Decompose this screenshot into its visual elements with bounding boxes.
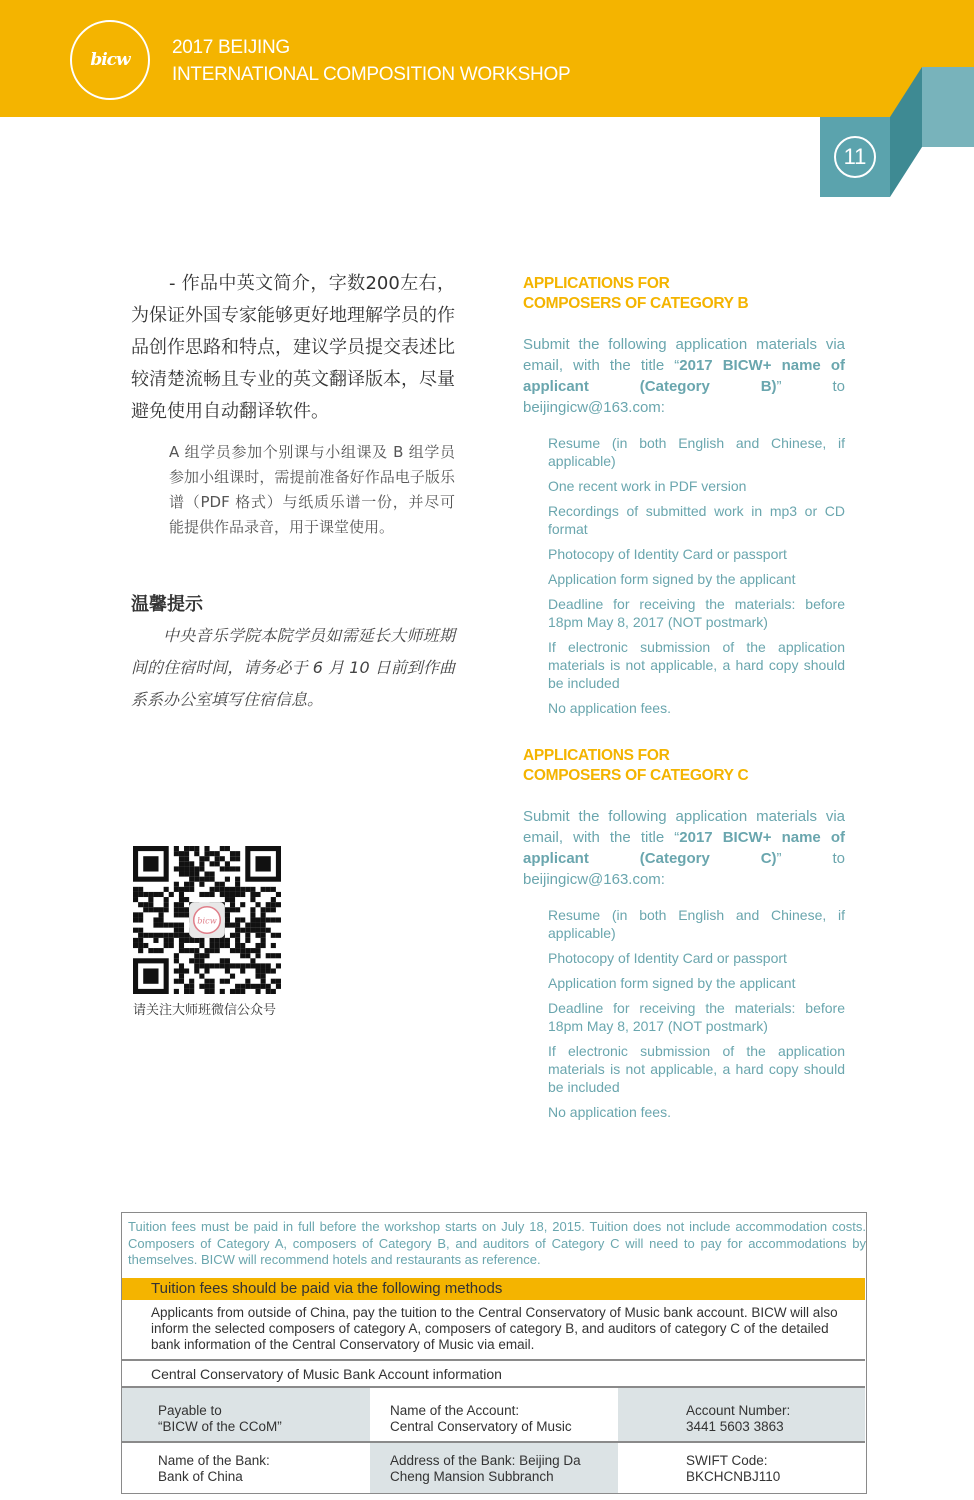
account-number-value: 3441 5603 3863 [686, 1419, 784, 1434]
category-c-intro-pre: Submit the following application materials via email, with the title “ [523, 808, 845, 846]
tuition-fees-box [121, 1212, 867, 1494]
category-c-section [523, 746, 845, 1128]
list-item: Application form signed by the applicant [548, 571, 796, 587]
list-item: One recent work in PDF version [548, 478, 747, 494]
list-item: If electronic submission of the application materials is not applicable, a hard copy should be included [548, 639, 845, 691]
list-item: Resume (in both English and Chinese, if applicable) [548, 907, 845, 941]
tips-heading: 温馨提示 [131, 594, 203, 615]
list-item: Photocopy of Identity Card or passport [548, 546, 787, 562]
wechat-qr-code [133, 846, 281, 994]
title-line-1: 2017 BEIJING [172, 37, 290, 58]
swift-code-value: BKCHCNBJ110 [686, 1469, 781, 1484]
logo-text: bicw [90, 50, 130, 70]
category-c-email-title: 2017 BICW+ name of applicant (Category C) [523, 829, 846, 867]
swift-code-cell [618, 1443, 865, 1493]
payment-methods-bar [122, 1278, 865, 1300]
list-item: Resume (in both English and Chinese, if applicable) [548, 435, 845, 469]
payment-methods-title: Tuition fees should be paid via the following methods [151, 1280, 503, 1297]
account-name-value: Central Conservatory of Music [390, 1419, 572, 1434]
category-c-materials-list [548, 906, 845, 1121]
bank-name-value: Bank of China [158, 1469, 243, 1484]
qr-logo-text: bicw [197, 915, 217, 926]
category-b-materials-list [548, 434, 845, 717]
divider [122, 1359, 865, 1361]
account-number-cell [618, 1388, 865, 1441]
chinese-score-note [169, 440, 455, 540]
list-item: Deadline for receiving the materials: before 18pm May 8, 2017 (NOT postmark) [548, 596, 845, 630]
tips-text: 中央音乐学院本院学员如需延长大师班期间的住宿时间，请务必于 6 月 10 日前到作曲系系办公室填写住宿信息。 [131, 626, 455, 709]
title-line-2: INTERNATIONAL COMPOSITION WORKSHOP [172, 64, 571, 85]
category-b-heading-line2: COMPOSERS OF CATEGORY B [523, 295, 749, 312]
category-b-email-title: 2017 BICW+ name of applicant (Category B) [523, 357, 846, 395]
category-b-intro-post: ” to beijingicw@163.com: [523, 378, 845, 416]
account-name-cell [370, 1388, 618, 1441]
tuition-note: Tuition fees must be paid in full before the workshop starts on July 18, 2015. Tuition does not include accommodation costs. Composers of Category A, composers of Category B, and auditors of Category C will need to pay for accommodations by themselves. BICW will recommend hotels and restaurants as reference. [128, 1219, 866, 1267]
bank-info-header: Central Conservatory of Music Bank Account information [151, 1366, 502, 1382]
category-b-intro-pre: Submit the following application materials via email, with the title “ [523, 336, 845, 374]
bank-name-cell [122, 1443, 370, 1493]
category-c-heading [523, 746, 845, 786]
account-name-label: Name of the Account: [390, 1403, 520, 1418]
account-number-label: Account Number: [686, 1403, 791, 1418]
category-c-intro-post: ” to beijingicw@163.com: [523, 850, 845, 888]
list-item: No application fees. [548, 700, 671, 716]
list-item: No application fees. [548, 1104, 671, 1120]
bank-address-value: Cheng Mansion Subbranch [390, 1469, 554, 1484]
payable-to-label: Payable to [158, 1403, 222, 1418]
list-item: Photocopy of Identity Card or passport [548, 950, 787, 966]
bank-address-cell [370, 1443, 618, 1493]
cn-main-text: - 作品中英文简介，字数200左右，为保证外国专家能够更好地理解学员的作品创作思路和特点，建议学员提交表述比较清楚流畅且专业的英文翻译版本，尽量避免使用自动翻译软件。 [131, 273, 455, 422]
list-item: Application form signed by the applicant [548, 975, 796, 991]
payable-to-cell [122, 1388, 370, 1441]
category-c-intro [523, 806, 845, 890]
payable-to-value: “BICW of the CCoM” [158, 1419, 282, 1434]
bank-address-label: Address of the Bank: Beijing Da [390, 1453, 581, 1468]
bank-name-label: Name of the Bank: [158, 1453, 270, 1468]
list-item: Deadline for receiving the materials: before 18pm May 8, 2017 (NOT postmark) [548, 1000, 845, 1034]
chinese-intro-paragraph [131, 268, 455, 428]
category-c-heading-line1: APPLICATIONS FOR [523, 747, 670, 764]
category-c-heading-line2: COMPOSERS OF CATEGORY C [523, 767, 749, 784]
list-item: If electronic submission of the application materials is not applicable, a hard copy should be included [548, 1043, 845, 1095]
swift-code-label: SWIFT Code: [686, 1453, 768, 1468]
category-b-heading [523, 274, 845, 314]
page-number: 11 [834, 136, 876, 178]
overseas-applicants-note: Applicants from outside of China, pay the tuition to the Central Conservatory of Music bank account. BICW will also inform the selected composers of category A, composers of category B, and auditors of category C of the detailed bank information of the Central Conservatory of Music via email. [151, 1305, 838, 1352]
category-b-heading-line1: APPLICATIONS FOR [523, 275, 670, 292]
list-item: Recordings of submitted work in mp3 or CD format [548, 503, 845, 537]
qr-caption: 请关注大师班微信公众号 [133, 1003, 277, 1018]
cn-sub-text: A 组学员参加个别课与小组课及 B 组学员参加小组课时，需提前准备好作品电子版乐谱（PDF 格式）与纸质乐谱一份，并尽可能提供作品录音，用于课堂使用。 [169, 443, 455, 536]
tips-body [131, 620, 455, 716]
category-b-section [523, 274, 845, 724]
category-b-intro [523, 334, 845, 418]
